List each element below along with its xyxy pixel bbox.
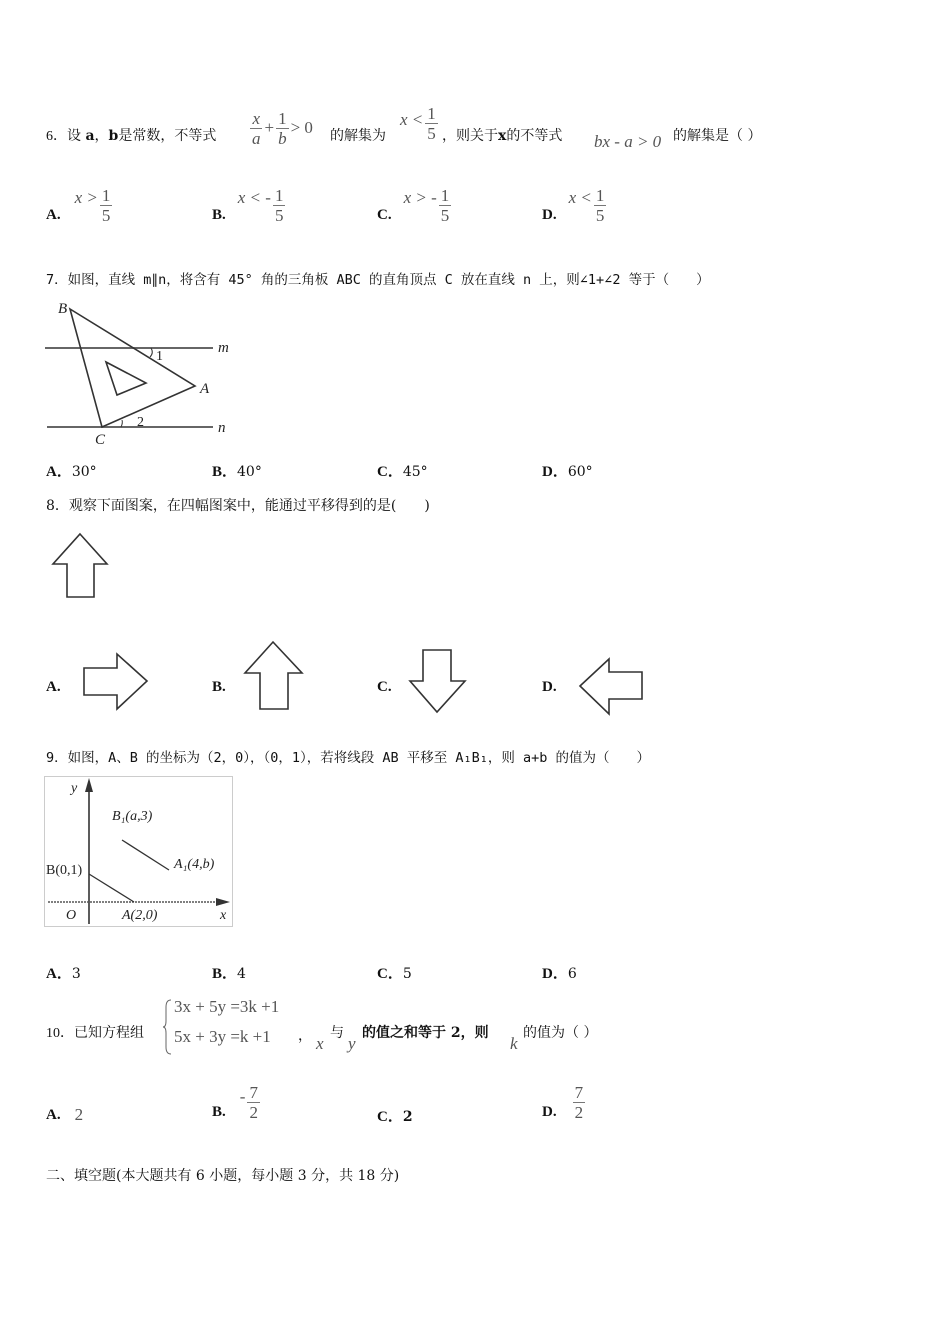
arrow-left-icon xyxy=(578,657,646,717)
arrow-up-icon xyxy=(244,641,304,713)
option-c[interactable]: C．45° xyxy=(377,464,428,480)
svg-text:A₁(4,b): A₁(4,b) xyxy=(174,857,215,872)
svg-text:C: C xyxy=(95,432,106,448)
svg-text:B(0,1): B(0,1) xyxy=(46,863,83,878)
coordinate-plane-figure xyxy=(44,776,234,928)
brace-icon xyxy=(163,999,173,1055)
option-b[interactable]: B. x < - $\frac{1}{5}$ xyxy=(212,186,284,225)
option-b[interactable]: B. - $\frac{7}{2}$ xyxy=(212,1083,258,1122)
equation-2: 5x + 3y =k +1 xyxy=(174,1027,271,1046)
option-d[interactable]: D. xyxy=(542,679,557,695)
svg-text:B₁(a,3): B₁(a,3) xyxy=(112,809,153,824)
option-c[interactable]: C. x > - $\frac{1}{5}$ xyxy=(377,186,450,225)
option-c[interactable]: C．2 xyxy=(377,1109,413,1125)
question-number: 6． xyxy=(46,129,67,144)
option-d[interactable]: D. x < $\frac{1}{5}$ xyxy=(542,186,605,225)
svg-text:1: 1 xyxy=(156,349,163,364)
question-7-stem: 7．如图，直线 m∥n，将含有 45° 角的三角板 ABC 的直角顶点 C 放在直线 n 上，则∠1+∠2 等于（ ） xyxy=(46,272,710,288)
svg-text:O: O xyxy=(66,908,77,923)
section-heading: 二、填空题(本大题共有 6 小题，每小题 3 分，共 18 分) xyxy=(46,1168,400,1184)
svg-text:y: y xyxy=(71,781,78,796)
option-a[interactable]: A．30° xyxy=(46,464,97,480)
option-d[interactable]: D. $\frac{7}{2}$ xyxy=(542,1083,584,1122)
svg-text:A(2,0): A(2,0) xyxy=(122,908,158,923)
option-c[interactable]: C．5 xyxy=(377,966,412,982)
fraction-x-over-a: $\frac{x}{a}$ xyxy=(252,108,261,148)
question-10-stem: 10．已知方程组 xyxy=(46,1025,144,1041)
fraction-1-over-b: $\frac{1}{b}$ xyxy=(278,108,287,148)
arrow-down-icon xyxy=(409,649,467,715)
svg-text:x: x xyxy=(220,908,227,923)
option-b[interactable]: B．40° xyxy=(212,464,262,480)
solution-set: x < $\frac{1}{5}$ xyxy=(400,104,436,143)
option-a[interactable]: A. x > $\frac{1}{5}$ xyxy=(46,186,111,225)
arrow-up-reference-icon xyxy=(52,533,110,599)
question-6-stem: 6．设 a，b是常数，不等式 xyxy=(46,128,217,144)
option-b[interactable]: B．4 xyxy=(212,966,246,982)
equation-1: 3x + 5y =3k +1 xyxy=(174,997,280,1016)
option-a[interactable]: A. xyxy=(46,679,61,695)
option-d[interactable]: D．60° xyxy=(542,464,593,480)
svg-text:2: 2 xyxy=(137,415,144,430)
svg-text:B: B xyxy=(58,301,68,317)
svg-text:m: m xyxy=(218,340,229,356)
arrow-right-icon xyxy=(82,653,150,711)
question-9-stem: 9．如图，A、B 的坐标为（2，0），（0，1），若将线段 AB 平移至 A₁B₁，则 a+b 的值为（ ） xyxy=(46,750,651,766)
option-c[interactable]: C. xyxy=(377,679,392,695)
triangle-parallel-lines-figure xyxy=(40,295,240,450)
inequality-1: $\frac{x}{a}$ + $\frac{1}{b}$ > 0 xyxy=(252,108,313,148)
option-a[interactable]: A. 2 xyxy=(46,1105,84,1124)
option-b[interactable]: B. xyxy=(212,679,226,695)
option-a[interactable]: A．3 xyxy=(46,966,81,982)
option-d[interactable]: D．6 xyxy=(542,966,577,982)
question-8-stem: 8．观察下面图案，在四幅图案中，能通过平移得到的是( ) xyxy=(46,498,430,514)
svg-text:n: n xyxy=(218,420,226,436)
svg-text:A: A xyxy=(200,381,210,397)
inequality-2: bx - a > 0 xyxy=(594,132,662,151)
